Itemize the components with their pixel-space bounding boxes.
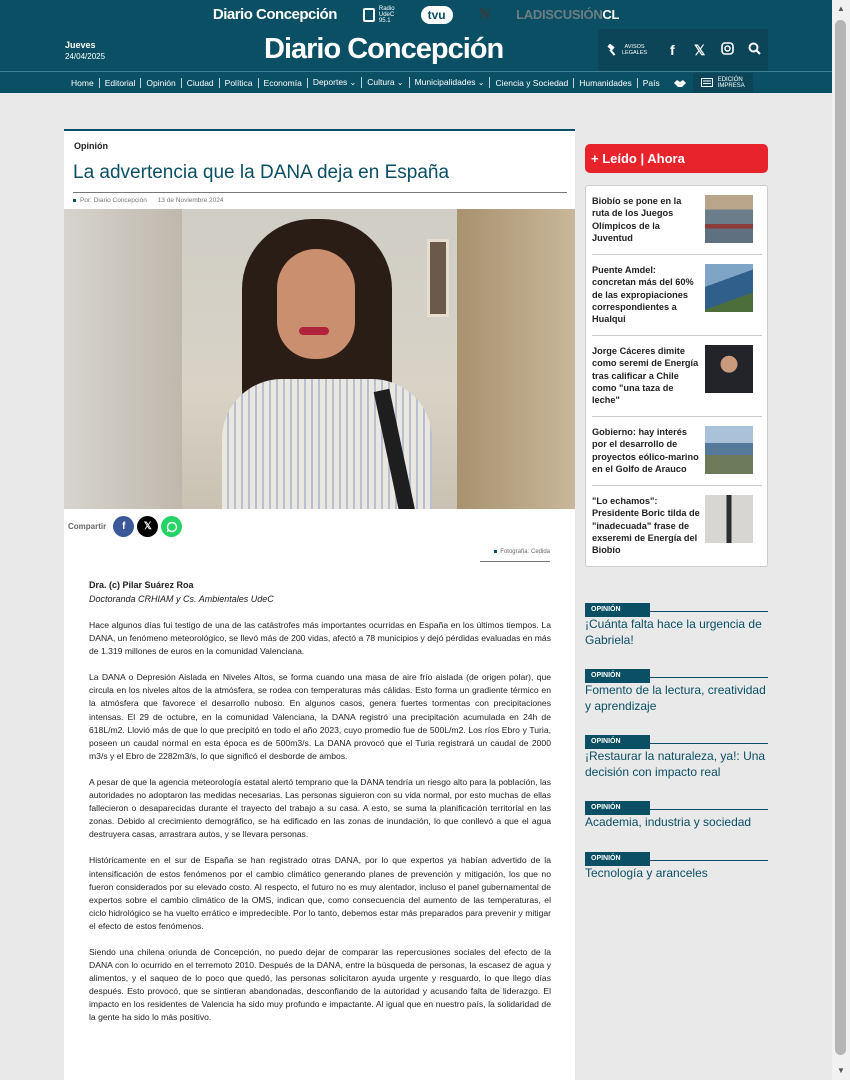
article-text	[89, 619, 551, 1038]
network-link-diario-concepcion[interactable]: Diario Concepción	[212, 6, 337, 23]
nav-editorial[interactable]: Editorial	[100, 78, 142, 88]
network-bar	[0, 0, 832, 29]
nav-politica[interactable]: Política	[220, 78, 259, 88]
site-logo[interactable]: Diario Concepción	[264, 33, 504, 65]
share-label: Compartir	[68, 522, 107, 531]
list-item[interactable]: Puente Amdel: concretan más del 60% de las expropiaciones correspondientes a Hualqui	[592, 255, 762, 336]
share-bar	[68, 516, 182, 537]
network-link-radio-udec[interactable]: Radio UdeC 95.1	[363, 6, 395, 24]
news-thumbnail[interactable]	[705, 264, 753, 312]
leido-ahora-list	[585, 185, 768, 567]
author-portrait	[182, 209, 457, 509]
article-title: La advertencia que la DANA deja en España	[73, 162, 450, 183]
list-item[interactable]: Gobierno: hay interés por el desarrollo de proyectos eólico-marino en el Golfo de Arauco	[592, 417, 762, 486]
header-date: Jueves 24/04/2025	[65, 40, 106, 61]
nav-home[interactable]: Home	[66, 78, 100, 88]
network-link-tvu[interactable]: tvu	[421, 6, 453, 24]
opinion-tag: OPINIÓN	[585, 603, 650, 617]
share-x-icon[interactable]: 𝕏	[137, 516, 158, 537]
article-body	[64, 543, 575, 1080]
nav-municipalidades[interactable]: Municipalidades ⌄	[410, 77, 491, 88]
page-scrollbar[interactable]	[832, 0, 850, 1080]
author-name: Dra. (c) Pilar Suárez Roa	[89, 580, 194, 590]
nav-opinion[interactable]: Opinión	[141, 78, 181, 88]
share-facebook-icon[interactable]: f	[113, 516, 134, 537]
gavel-icon	[606, 44, 618, 56]
news-thumbnail[interactable]	[705, 426, 753, 474]
paragraph: Siendo una chilena oriunda de Concepción, no puedo dejar de comparar las repercusiones sociales del efecto de la DANA con lo ocurrido en el terremoto 2010. Después de la DANA, entre la búsqueda de personas, la escasez de agua y alimentos, y el saqueo de lo poco que quedó, las personas solicitaron ayuda urgente y resguardo, lo que llego días después. Esto provocó, que se sintieran abandonadas, desconfiando de la autoridad y acusando falta de liderazgo. El impacto en los residentes de Valencia ha sido muy profundo e impactante. Al igual que en nuestro país, la solidaridad de la gente ha sido lo más positivo.	[89, 946, 551, 1023]
news-thumbnail[interactable]	[705, 345, 753, 393]
share-whatsapp-icon[interactable]	[161, 516, 182, 537]
leido-ahora-header: + Leído | Ahora	[585, 144, 768, 173]
opinion-tag: OPINIÓN	[585, 801, 650, 815]
handshake-icon[interactable]	[673, 78, 687, 88]
news-thumbnail[interactable]	[705, 195, 753, 243]
list-item[interactable]: Jorge Cáceres dimite como seremi de Energía tras calificar a Chile como "una taza de leche"	[592, 336, 762, 417]
article-byline: Por: Diario Concepción 13 de Noviembre 2024	[73, 197, 223, 204]
edicion-impresa-button[interactable]: EDICIÓN IMPRESA	[693, 73, 753, 93]
opinion-item[interactable]: OPINIÓN Tecnología y aranceles	[585, 847, 768, 882]
list-item[interactable]: Biobío se pone en la ruta de los Juegos Olímpicos de la Juventud	[592, 186, 762, 255]
network-link-n[interactable]: N	[478, 5, 491, 23]
paragraph: Hace algunos días fui testigo de una de las catástrofes más importantes ocurridas en España en los últimos tiempos. La DANA, un fenómeno meteorológico, se llevó más de 200 vidas, afectó a 78 municipios y dejó pérdidas evaluadas en más de 1.319 millones de euros en la comunidad Valenciana.	[89, 620, 551, 657]
nav-ciencia-sociedad[interactable]: Ciencia y Sociedad	[490, 78, 574, 88]
opinion-tag: OPINIÓN	[585, 735, 650, 749]
nav-ciudad[interactable]: Ciudad	[182, 78, 220, 88]
network-link-la-discusion[interactable]: LADISCUSIÓNCL	[516, 7, 620, 22]
scroll-down-icon[interactable]: ▼	[837, 1066, 845, 1075]
radio-icon	[363, 8, 375, 22]
opinion-item[interactable]: OPINIÓN Academia, industria y sociedad	[585, 796, 768, 831]
header-tools	[598, 29, 768, 71]
opinion-item[interactable]: OPINIÓN ¡Cuánta falta hace la urgencia de Gabriela!	[585, 598, 768, 648]
opinion-item[interactable]: OPINIÓN ¡Restaurar la naturaleza, ya!: Una decisión con impacto real	[585, 730, 768, 780]
facebook-icon[interactable]: f	[670, 42, 675, 58]
instagram-icon[interactable]	[713, 42, 740, 58]
article-date: 13 de Noviembre 2024	[157, 197, 224, 204]
nav-economia[interactable]: Economía	[259, 78, 308, 88]
opinion-tag: OPINIÓN	[585, 852, 650, 866]
paragraph: Históricamente en el sur de España se han registrado otras DANA, por lo que expertos ya habían advertido de la intensificación de estos fenómenos por el cambio climático generando planes de prevención y mitigación, los que no fueron considerados por su elevado costo. Al respecto, el futuro no es muy alentador, incluso el panel gubernamental de expertos sobre el cambio climático de la OMS, indican que, como consecuencia del aumento de las temperaturas, el ciclo hidrológico se ha vuelto errático e impredecible. Por lo tanto, debemos estar más preparados para prevenir y mitigar el efecto de estos fenómenos.	[89, 855, 551, 931]
nav-deportes[interactable]: Deportes ⌄	[308, 77, 362, 88]
photo-credit: Fotografía: Cedida	[480, 549, 550, 562]
news-thumbnail[interactable]	[705, 495, 753, 543]
nav-humanidades[interactable]: Humanidades	[574, 78, 637, 88]
author-role: Doctoranda CRHIAM y Cs. Ambientales UdeC	[89, 594, 274, 604]
paragraph: A pesar de que la agencia meteorología estatal alertó temprano que la DANA tendría un riesgo alto para la población, las autoridades no adoptaron las medidas necesarias. Las personas siguieron con su vida normal, por esto muchas de ellas fallecieron o desaparecidas durante el trayecto del trabajo a su casa. A esto, se suma la planificación territorial en las zonas. Debido al crecimiento demográfico, se ha edificado en las zonas de inundación, lo que conllevó a que el agua destruyera casas, arrastrara autos, y se llevara personas.	[89, 776, 551, 840]
paragraph: La DANA o Depresión Aislada en Niveles Altos, se forma cuando una masa de aire frío aislada (de origen polar), que circula en los niveles altos de la atmósfera, se rodea con temperaturas más cálidas. Esto forma un gradiente térmico en la atmósfera que favorece el desarrollo nuboso. En algunos casos, genera fuertes tormentas con precipitaciones intensas. El 29 de octubre, en la comunidad Valenciana, la DANA registró una precipitación acumulada en 24h de 618L/m2. Llovió más de que lo que precipitó en todo el año 2023, cuyo promedio fue de 500L/m2. Los ríos Ebro y Turia, poseen un caudal normal en esta época es de 500m3/s. La DANA provocó que el Turia registrará un caudal de 2000 m3/s y el Ebro de 2282m3/s, lo que significó el desborde de ambos.	[89, 672, 551, 761]
opinion-tag: OPINIÓN	[585, 669, 650, 683]
article-section[interactable]: Opinión	[74, 141, 108, 151]
article-photo	[64, 209, 575, 509]
newspaper-icon	[701, 78, 713, 87]
x-icon[interactable]: 𝕏	[694, 41, 706, 58]
scrollbar-thumb[interactable]	[835, 20, 846, 1055]
search-icon[interactable]	[741, 42, 768, 58]
nav-pais[interactable]: País	[642, 77, 660, 88]
list-item[interactable]: "Lo echamos": Presidente Boric tilda de "inadecuada" frase de exseremi de Energía del Biobío	[592, 486, 762, 567]
scroll-up-icon[interactable]: ▲	[837, 4, 845, 13]
main-nav	[0, 71, 832, 93]
avisos-legales-button[interactable]: AVISOS LEGALES	[598, 44, 659, 56]
title-divider	[73, 192, 567, 193]
nav-cultura[interactable]: Cultura ⌄	[362, 77, 409, 88]
opinion-item[interactable]: OPINIÓN Fomento de la lectura, creatividad y aprendizaje	[585, 664, 768, 714]
site-header	[0, 29, 832, 71]
